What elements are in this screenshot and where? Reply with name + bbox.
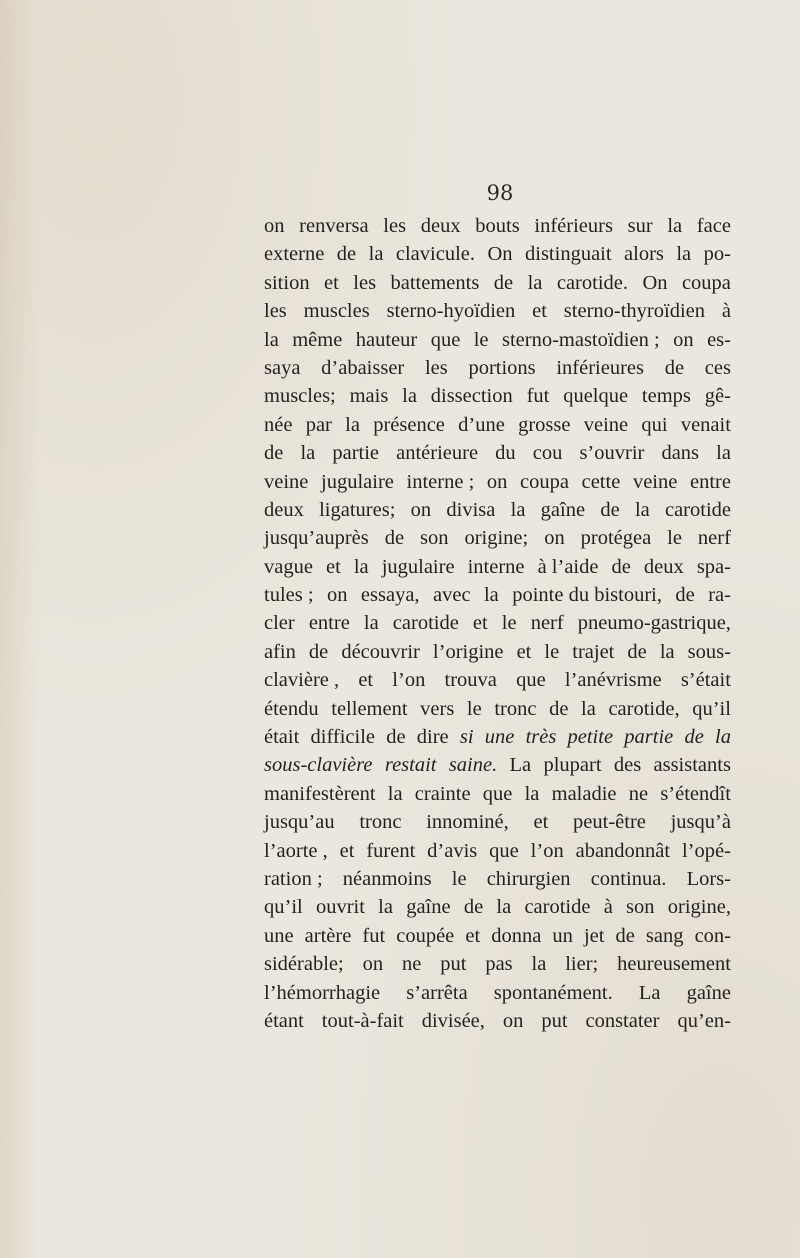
word: la <box>363 612 379 635</box>
word: carotide. <box>556 271 628 294</box>
word: ouvrit <box>315 896 365 919</box>
word: qui <box>641 413 668 436</box>
word: la <box>581 697 596 720</box>
word: cou <box>532 442 563 465</box>
word: on <box>486 470 508 493</box>
word: du <box>495 442 516 465</box>
word: portions <box>468 356 536 379</box>
word: continua. <box>590 867 667 890</box>
word: po- <box>703 243 731 266</box>
text-line <box>264 326 731 354</box>
word: et <box>465 924 481 947</box>
word: carotide <box>392 612 459 635</box>
word: sition <box>264 271 310 294</box>
word: veine <box>264 470 309 493</box>
word: trajet <box>572 640 615 663</box>
word: sterno-thyroïdien <box>563 300 705 323</box>
word: renversa <box>299 215 369 237</box>
word: vague <box>264 555 313 578</box>
word: la <box>402 385 417 408</box>
word: nerf <box>697 527 731 550</box>
word: présence <box>373 413 445 436</box>
word: tronc <box>494 697 537 720</box>
word: jusqu’auprès <box>264 527 369 550</box>
word: coupa <box>681 271 731 294</box>
word: l’aorte , <box>264 839 328 862</box>
word: la <box>368 243 384 266</box>
word: inférieurs <box>534 215 613 237</box>
text-line <box>264 808 731 836</box>
word: et <box>326 555 341 578</box>
word: par <box>305 413 332 436</box>
text-line <box>264 950 731 978</box>
text-line <box>264 751 731 779</box>
word: la <box>634 498 650 521</box>
text-line <box>264 979 731 1007</box>
word: origine; <box>464 527 529 550</box>
word: ne <box>401 953 422 976</box>
word: de <box>600 498 620 521</box>
word: à <box>721 300 731 323</box>
word: la <box>387 782 403 805</box>
word: l’anévrisme <box>564 669 662 692</box>
word: clavière , <box>264 669 340 692</box>
word: sur <box>627 215 653 237</box>
word: divisée, <box>421 1009 485 1032</box>
word: la <box>353 555 369 578</box>
word: et <box>532 300 547 323</box>
italic-word: restait <box>384 754 437 777</box>
word: l’on <box>530 839 564 862</box>
text-line <box>264 439 731 467</box>
word: inférieures <box>556 356 644 379</box>
word: son <box>626 896 655 919</box>
word: on <box>362 953 384 976</box>
text-line <box>264 496 731 524</box>
word: les <box>353 271 377 294</box>
word: maladie <box>551 782 617 805</box>
text-line <box>264 382 731 410</box>
text-line <box>264 212 731 240</box>
word: dire <box>416 726 449 749</box>
word: interne <box>467 555 525 578</box>
word: con- <box>694 924 731 947</box>
word: sterno-hyoïdien <box>386 300 516 323</box>
word: ligatures; <box>319 498 396 521</box>
word: la <box>667 215 683 237</box>
word: interne ; <box>406 470 475 493</box>
word: crainte <box>414 782 471 805</box>
italic-word: la <box>715 726 731 749</box>
word: tules ; <box>264 584 314 607</box>
word: était <box>264 726 300 749</box>
word: Lors- <box>686 867 731 890</box>
italic-word: saine. <box>448 754 498 777</box>
word: sterno-mastoïdien ; <box>501 328 660 351</box>
word: lier; <box>565 953 599 976</box>
word: de <box>386 726 406 749</box>
word: la <box>716 442 731 465</box>
word: une <box>264 924 294 947</box>
text-line <box>264 609 731 637</box>
word: temps <box>641 385 691 408</box>
word: sang <box>645 924 684 947</box>
word: que <box>516 669 546 692</box>
word: fut <box>362 924 386 947</box>
text-line <box>264 666 731 694</box>
word: qu’il <box>264 896 303 919</box>
word: s’étendît <box>660 782 731 805</box>
word: pas <box>485 953 513 976</box>
word: bouts <box>475 215 520 237</box>
word: la <box>524 782 540 805</box>
word: divisa <box>446 498 496 521</box>
word: put <box>541 1009 568 1032</box>
word: et <box>533 811 549 834</box>
italic-word: sous-clavière <box>264 754 373 777</box>
word: le <box>501 612 517 635</box>
word: de <box>493 271 514 294</box>
word: difficile <box>310 726 376 749</box>
word: battements <box>390 271 480 294</box>
text-line <box>264 695 731 723</box>
word: et <box>324 271 339 294</box>
text-line <box>264 297 731 325</box>
word: la <box>531 953 547 976</box>
word: coupée <box>396 924 455 947</box>
text-line <box>264 922 731 950</box>
word: et <box>339 839 355 862</box>
word: tronc <box>359 811 402 834</box>
word: l’hémorrhagie <box>264 981 381 1004</box>
word: étendu <box>264 697 319 720</box>
word: vers <box>420 697 455 720</box>
word: origine, <box>667 896 731 919</box>
italic-word: une <box>484 726 515 749</box>
word: la <box>527 271 543 294</box>
word: nerf <box>530 612 564 635</box>
text-line <box>264 269 731 297</box>
word: carotide <box>524 896 591 919</box>
word: l’on <box>392 669 426 692</box>
word: mais <box>349 385 389 408</box>
word: d’abaisser <box>321 356 405 379</box>
word: de <box>384 527 405 550</box>
word: gê- <box>704 385 731 408</box>
page-number: 98 <box>486 181 514 205</box>
word: spontanément. <box>493 981 613 1004</box>
text-line <box>264 240 731 268</box>
word: la <box>378 896 393 919</box>
word: sous- <box>687 640 731 663</box>
word: ra- <box>708 584 731 607</box>
word: des <box>613 754 642 777</box>
word: tellement <box>331 697 408 720</box>
word: la <box>300 442 316 465</box>
word: ces <box>704 356 731 379</box>
word: la <box>496 896 512 919</box>
text-line <box>264 893 731 921</box>
word: la <box>264 328 279 351</box>
word: le <box>473 328 489 351</box>
word: le <box>466 697 482 720</box>
word: de <box>611 555 631 578</box>
word: furent <box>366 839 416 862</box>
word: muscles <box>303 300 370 323</box>
word: jugulaire <box>381 555 455 578</box>
word: qu’il <box>692 697 731 720</box>
word: à l’aide <box>537 555 599 578</box>
word: la <box>676 243 692 266</box>
word: avec <box>433 584 471 607</box>
word: un <box>552 924 573 947</box>
word: on <box>502 1009 524 1032</box>
text-line <box>264 354 731 382</box>
word: de <box>627 640 647 663</box>
word: de <box>675 584 695 607</box>
word: manifestèrent <box>264 782 376 805</box>
word: de <box>664 356 685 379</box>
word: que <box>482 782 513 805</box>
word: jusqu’au <box>264 811 335 834</box>
word: veine <box>632 470 678 493</box>
word: gaîne <box>406 896 451 919</box>
word: la <box>510 498 526 521</box>
word: distinguait <box>525 243 612 266</box>
word: jusqu’à <box>670 811 731 834</box>
word: les <box>383 215 407 237</box>
word: jet <box>583 924 605 947</box>
word: le <box>451 867 467 890</box>
word: face <box>696 215 731 237</box>
text-line <box>264 780 731 808</box>
word: et <box>472 612 488 635</box>
word: saya <box>264 356 301 379</box>
word: La <box>509 754 532 777</box>
word: carotide, <box>608 697 680 720</box>
word: assistants <box>653 754 731 777</box>
word: on <box>673 328 694 351</box>
word: la <box>345 413 360 436</box>
word: même <box>292 328 343 351</box>
word: plupart <box>543 754 602 777</box>
word: chirurgien <box>486 867 571 890</box>
text-line <box>264 411 731 439</box>
word: s’ouvrir <box>579 442 645 465</box>
word: que <box>489 839 519 862</box>
word: coupa <box>520 470 569 493</box>
word: cette <box>581 470 621 493</box>
word: la <box>483 584 499 607</box>
word: le <box>544 640 560 663</box>
word: née <box>264 413 293 436</box>
italic-word: de <box>684 726 704 749</box>
word: put <box>440 953 467 976</box>
word: On <box>487 243 513 266</box>
italic-word: partie <box>624 726 674 749</box>
word: partie <box>332 442 380 465</box>
word: deux <box>264 498 304 521</box>
italic-word: petite <box>567 726 614 749</box>
word: La <box>638 981 661 1004</box>
text-line <box>264 865 731 893</box>
word: artère <box>304 924 352 947</box>
word: tout-à-fait <box>321 1009 404 1032</box>
word: deux <box>643 555 684 578</box>
word: d’avis <box>427 839 478 862</box>
word: à <box>603 896 613 919</box>
word: on <box>410 498 432 521</box>
word: jugulaire <box>321 470 394 493</box>
word: alors <box>624 243 664 266</box>
word: et <box>358 669 374 692</box>
text-line <box>264 581 731 609</box>
word: venait <box>680 413 731 436</box>
word: dissection <box>430 385 513 408</box>
word: d’une <box>458 413 505 436</box>
word: antérieure <box>396 442 479 465</box>
text-line <box>264 524 731 552</box>
word: découvrir <box>341 640 420 663</box>
word: abandonnât <box>575 839 671 862</box>
text-line <box>264 468 731 496</box>
word: pneumo-gastrique, <box>577 612 731 635</box>
word: dans <box>661 442 700 465</box>
word: peut-être <box>573 811 646 834</box>
word: externe <box>264 243 325 266</box>
word: la <box>659 640 675 663</box>
word: de <box>308 640 329 663</box>
text-line <box>264 553 731 581</box>
word: veine <box>583 413 629 436</box>
text-line <box>264 1007 731 1035</box>
italic-word: si <box>459 726 474 749</box>
word: hauteur <box>355 328 418 351</box>
word: essaya, <box>360 584 420 607</box>
word: muscles; <box>264 385 336 408</box>
word: néanmoins <box>342 867 432 890</box>
word: afin <box>264 640 296 663</box>
word: donna <box>491 924 542 947</box>
word: on <box>264 215 285 237</box>
word: es- <box>707 328 731 351</box>
text-line <box>264 723 731 751</box>
word: que <box>430 328 461 351</box>
word: spa- <box>696 555 731 578</box>
word: de <box>336 243 357 266</box>
word: fut <box>526 385 550 408</box>
word: ration ; <box>264 867 323 890</box>
word: l’opé- <box>681 839 731 862</box>
word: on <box>544 527 565 550</box>
word: de <box>264 442 284 465</box>
word: pointe du bistouri, <box>512 584 662 607</box>
word: grosse <box>518 413 571 436</box>
word: cler <box>264 612 295 635</box>
word: heureusement <box>617 953 731 976</box>
word: les <box>264 300 287 323</box>
word: le <box>667 527 682 550</box>
word: sidérable; <box>264 953 344 976</box>
word: on <box>326 584 348 607</box>
word: s’était <box>680 669 731 692</box>
word: gaîne <box>686 981 731 1004</box>
text-line <box>264 638 731 666</box>
word: l’origine <box>432 640 504 663</box>
word: qu’en- <box>677 1009 731 1032</box>
word: innominé, <box>426 811 509 834</box>
word: son <box>420 527 449 550</box>
word: clavicule. <box>395 243 475 266</box>
word: de <box>463 896 484 919</box>
italic-word: très <box>525 726 557 749</box>
word: les <box>424 356 448 379</box>
word: s’arrêta <box>406 981 468 1004</box>
word: ne <box>628 782 649 805</box>
word: gaîne <box>540 498 586 521</box>
text-line <box>264 837 731 865</box>
word: de <box>549 697 569 720</box>
word: protégea <box>580 527 652 550</box>
word: quelque <box>563 385 629 408</box>
word: étant <box>264 1009 304 1032</box>
word: entre <box>308 612 350 635</box>
body-text <box>264 212 731 1035</box>
word: deux <box>420 215 461 237</box>
word: On <box>642 271 668 294</box>
word: trouva <box>444 669 497 692</box>
word: carotide <box>664 498 731 521</box>
word: de <box>615 924 635 947</box>
word: entre <box>689 470 731 493</box>
word: et <box>516 640 532 663</box>
word: constater <box>585 1009 660 1032</box>
